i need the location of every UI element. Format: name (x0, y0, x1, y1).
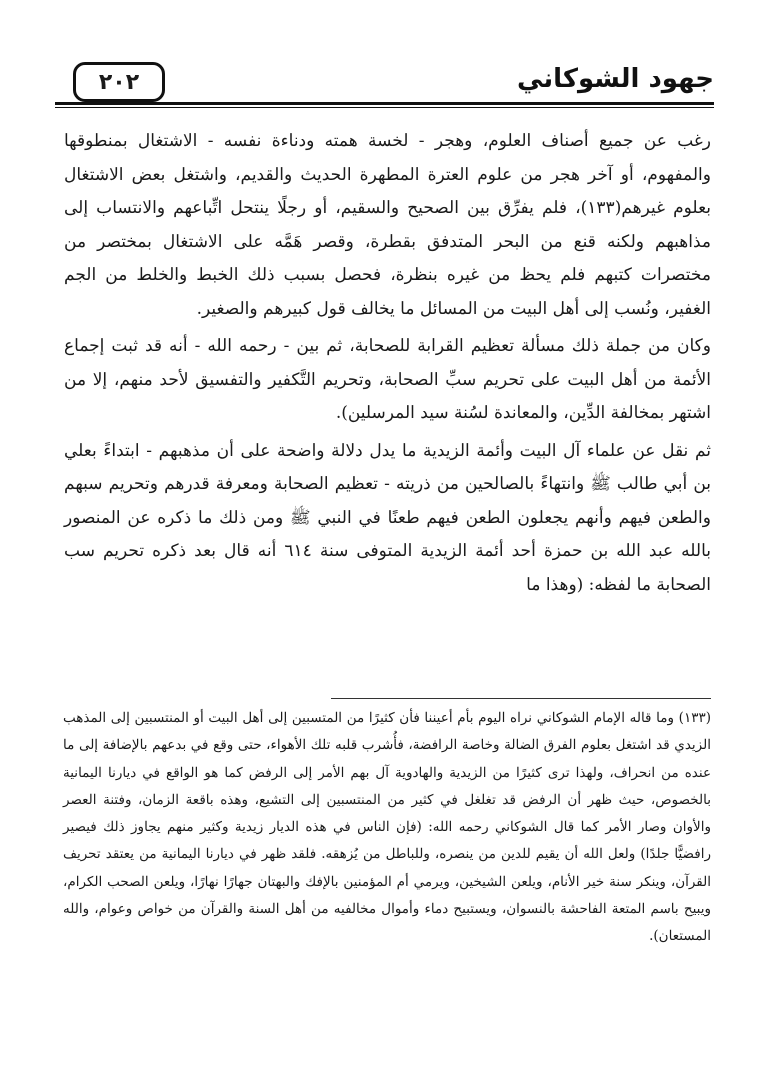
footnotes (63, 705, 711, 951)
header-rule (55, 102, 714, 105)
paragraph: وكان من جملة ذلك مسألة تعظيم القرابة للصحابة، ثم بين - رحمه الله - أنه قد ثبت إجماع الأئمة من أهل البيت على تحريم سبِّ الصحابة، وتحريم التَّكفير والتفسيق لأحد منهم، إلا من اشتهر بمخالفة الدِّين، والمعاندة لسُنة سيد المرسلين). (64, 336, 711, 423)
book-title: جهود الشوكاني (517, 64, 714, 94)
main-text (64, 125, 711, 602)
footnote-separator (331, 698, 711, 699)
page-number-badge (73, 62, 165, 102)
paragraph: ثم نقل عن علماء آل البيت وأئمة الزيدية ما يدل دلالة واضحة على أن مذهبهم - ابتداءً بعلي بن أبي طالب ﷺ وانتهاءً بالصالحين من ذريته - تعظيم الصحابة ومعرفة قدرهم وتحريم سبهم والطعن فيهم وأنهم يجعلون الطعن فيهم طعنًا في النبي ﷺ ومن ذلك ما ذكره عن المنصور بالله عبد الله بن حمزة أحد أئمة الزيدية المتوفى سنة ٦١٤ أنه قال بعد ذكره تحريم سب الصحابة ما لفظه: (وهذا ما (64, 440, 711, 595)
page-number: ٢٠٢ (98, 69, 140, 95)
header-rule-thin (55, 107, 714, 108)
page-header (55, 62, 714, 104)
footnote-133: (١٣٣) وما قاله الإمام الشوكاني نراه اليوم بأم أعيننا فأن كثيرًا من المتسبين إلى أهل البيت أو المنتسبين إلى المذهب الزيدي قد اشتغل بعلوم الفرق الضالة وخاصة الرافضة، فأُشرب قلبه تلك الأهواء، حتى وقع في بدعهم بالإضافة إلى ما عنده من انحراف، ولهذا ترى كثيرًا من الزيدية والهادوية آل بهم الأمر إلى الرفض كما هو الواقع في ديارنا اليمانية بالخصوص، حيث ظهر أن الرفض قد تغلغل في كثير من المنتسبين إلى التشيع، وهذه باقعة الزمان، وفتنة العصر والأوان وصار الأمر كما قال الشوكاني رحمه الله: (فإن الناس في هذه الديار زيدية وكثير منهم يجاوز ذلك فيصير رافضيًّا جلدًا) ولعل الله أن يقيم للدين من ينصره، وللباطل من يُزهقه. فلقد ظهر في ديارنا اليمانية من يعتقد تحريف القرآن، وينكر سنة خير الأنام، ويلعن الشيخين، ويرمي أم المؤمنين بالإفك والبهتان جهارًا نهارًا، ويلعن الصحب الكرام، ويبيح باسم المتعة الفاحشة بالنسوان، ويستبيح دماء وأموال مخالفيه من أهل السنة والقرآن من خواص وعوام، والله المستعان). (63, 710, 711, 945)
paragraph: رغب عن جميع أصناف العلوم، وهجر - لخسة همته ودناءة نفسه - الاشتغال بمنطوقها والمفهوم، أو آخر هجر من علوم العترة المطهرة الحديث والقديم، واشتغل بعض الاشتغال بعلوم غيرهم(١٣٣)، فلم يفرِّق بين الصحيح والسقيم، أو رجلًا ينتحل اتِّباعهم والانتساب إلى مذاهبهم ولكنه قنع من البحر المتدفق بقطرة، وقصر هَمَّه على الاشتغال بمختصر من مختصرات كتبهم فلم يحظ من غيره بنظرة، فحصل بسبب ذلك الخبط والخلط من الجم الغفير، ونُسب إلى أهل البيت من المسائل ما يخالف قول كبيرهم والصغير. (64, 131, 711, 319)
